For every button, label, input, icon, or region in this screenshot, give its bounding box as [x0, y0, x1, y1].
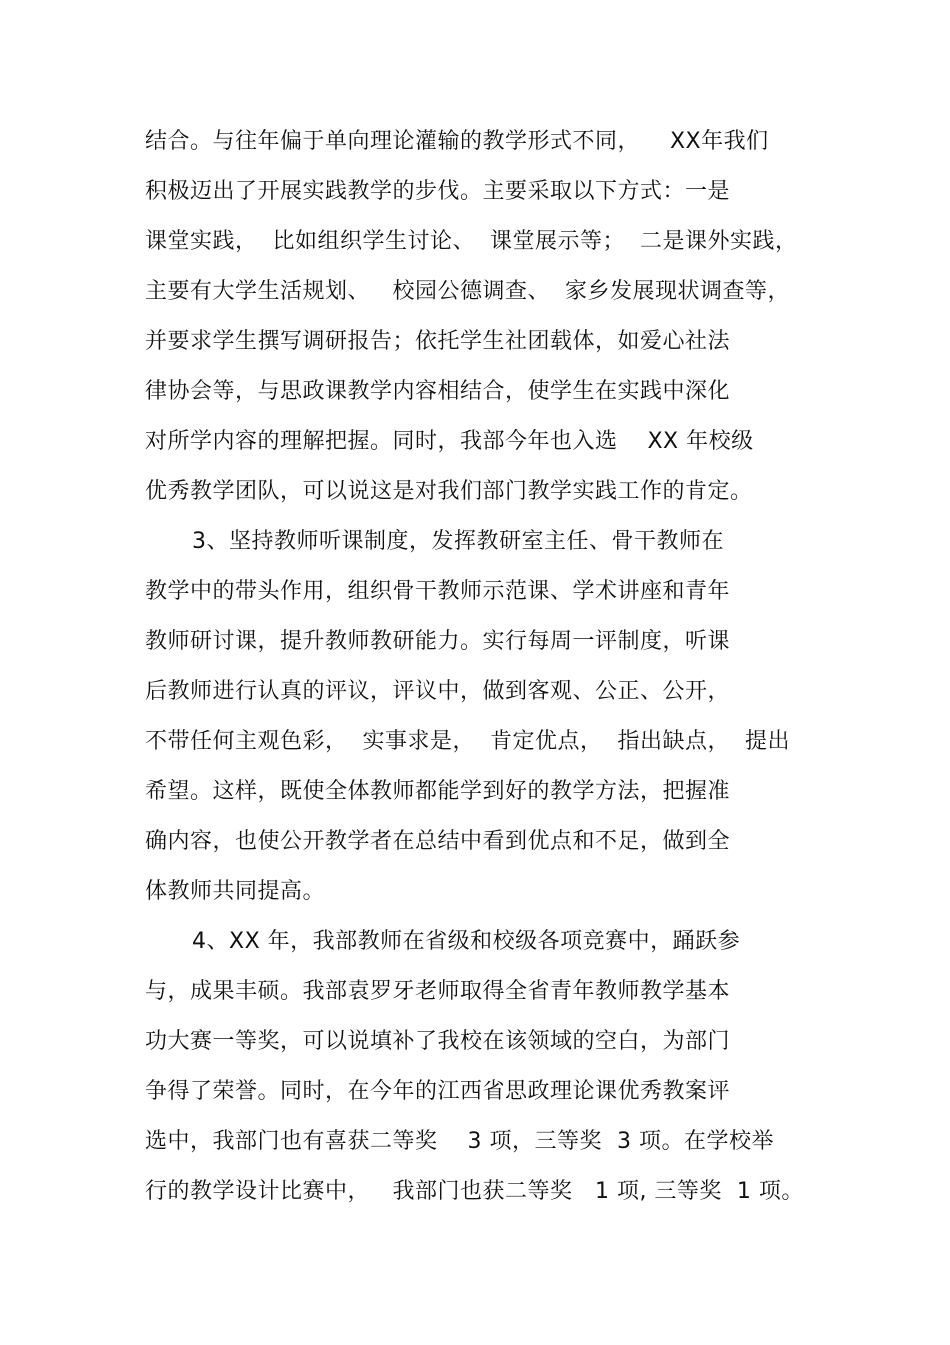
paragraph-4-first-line: 4、XX 年，我部教师在省级和校级各项竞赛中，踊跃参 [192, 929, 741, 954]
text-line: 对所学内容的理解把握。同时，我部今年也入选 XX 年校级 [145, 429, 754, 454]
text-line: 行的教学设计比赛中， 我部门也获二等奖 1 项, 三等奖 1 项。 [145, 1179, 804, 1204]
text-line: 教学中的带头作用，组织骨干教师示范课、学术讲座和青年 [145, 579, 731, 604]
text-line: 争得了荣誉。同时，在今年的江西省思政理论课优秀教案评 [145, 1079, 731, 1104]
text-line: 功大赛一等奖，可以说填补了我校在该领域的空白，为部门 [145, 1029, 731, 1054]
text-line: 后教师进行认真的评议，评议中，做到客观、公正、公开， [145, 679, 731, 704]
text-line: 选中，我部门也有喜获二等奖 3 项，三等奖 3 项。在学校举 [145, 1129, 774, 1154]
text-line: 优秀教学团队，可以说这是对我们部门教学实践工作的肯定。 [145, 479, 753, 504]
text-line: 并要求学生撰写调研报告；依托学生社团载体，如爱心社法 [145, 329, 731, 354]
text-line: 课堂实践， 比如组织学生讨论、 课堂展示等； 二是课外实践， [145, 229, 798, 254]
text-line: 结合。与往年偏于单向理论灌输的教学形式不同， XX年我们 [145, 129, 769, 154]
text-line: 与，成果丰硕。我部袁罗牙老师取得全省青年教师教学基本 [145, 979, 731, 1004]
text-line: 不带任何主观色彩， 实事求是， 肯定优点， 指出缺点， 提出 [145, 729, 790, 754]
text-line: 积极迈出了开展实践教学的步伐。主要采取以下方式：一是 [145, 179, 731, 204]
paragraph-3-first-line: 3、坚持教师听课制度，发挥教研室主任、骨干教师在 [192, 529, 724, 554]
text-line: 律协会等，与思政课教学内容相结合，使学生在实践中深化 [145, 379, 731, 404]
text-line: 体教师共同提高。 [145, 879, 326, 904]
text-line: 希望。这样，既使全体教师都能学到好的教学方法，把握准 [145, 779, 731, 804]
text-line: 主要有大学生活规划、 校园公德调查、 家乡发展现状调查等， [145, 279, 790, 304]
text-line: 教师研讨课，提升教师教研能力。实行每周一评制度，听课 [145, 629, 731, 654]
text-line: 确内容，也使公开教学者在总结中看到优点和不足，做到全 [145, 829, 731, 854]
